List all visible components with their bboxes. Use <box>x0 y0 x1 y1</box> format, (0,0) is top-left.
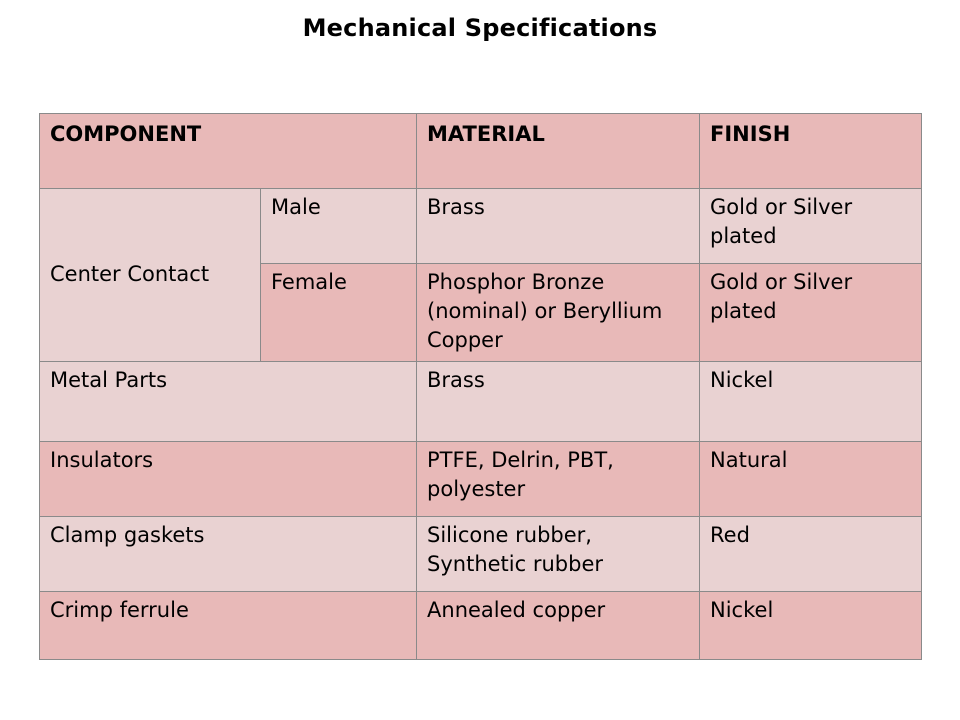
cell-finish: Red <box>700 517 922 592</box>
cell-material: Brass <box>417 362 700 442</box>
cell-male-subtype: Male <box>261 189 417 264</box>
header-component: COMPONENT <box>40 114 417 189</box>
specifications-table <box>39 113 922 660</box>
cell-material: PTFE, Delrin, PBT, polyester <box>417 442 700 517</box>
cell-female-material: Phosphor Bronze (nominal) or Beryllium Copper <box>417 264 700 362</box>
table-row-center-contact-male <box>40 189 922 264</box>
table-row <box>40 442 922 517</box>
cell-component: Metal Parts <box>40 362 417 442</box>
cell-component: Crimp ferrule <box>40 592 417 660</box>
table-header-row <box>40 114 922 189</box>
cell-male-material: Brass <box>417 189 700 264</box>
cell-material: Annealed copper <box>417 592 700 660</box>
cell-finish: Natural <box>700 442 922 517</box>
header-finish: FINISH <box>700 114 922 189</box>
table-row <box>40 592 922 660</box>
table-row <box>40 362 922 442</box>
cell-component: Clamp gaskets <box>40 517 417 592</box>
table-row <box>40 517 922 592</box>
cell-finish: Nickel <box>700 592 922 660</box>
cell-female-finish: Gold or Silver plated <box>700 264 922 362</box>
page-title: Mechanical Specifications <box>302 14 658 42</box>
cell-female-subtype: Female <box>261 264 417 362</box>
cell-finish: Nickel <box>700 362 922 442</box>
cell-component: Insulators <box>40 442 417 517</box>
header-material: MATERIAL <box>417 114 700 189</box>
cell-center-contact-label: Center Contact <box>40 189 261 362</box>
cell-male-finish: Gold or Silver plated <box>700 189 922 264</box>
cell-material: Silicone rubber, Synthetic rubber <box>417 517 700 592</box>
